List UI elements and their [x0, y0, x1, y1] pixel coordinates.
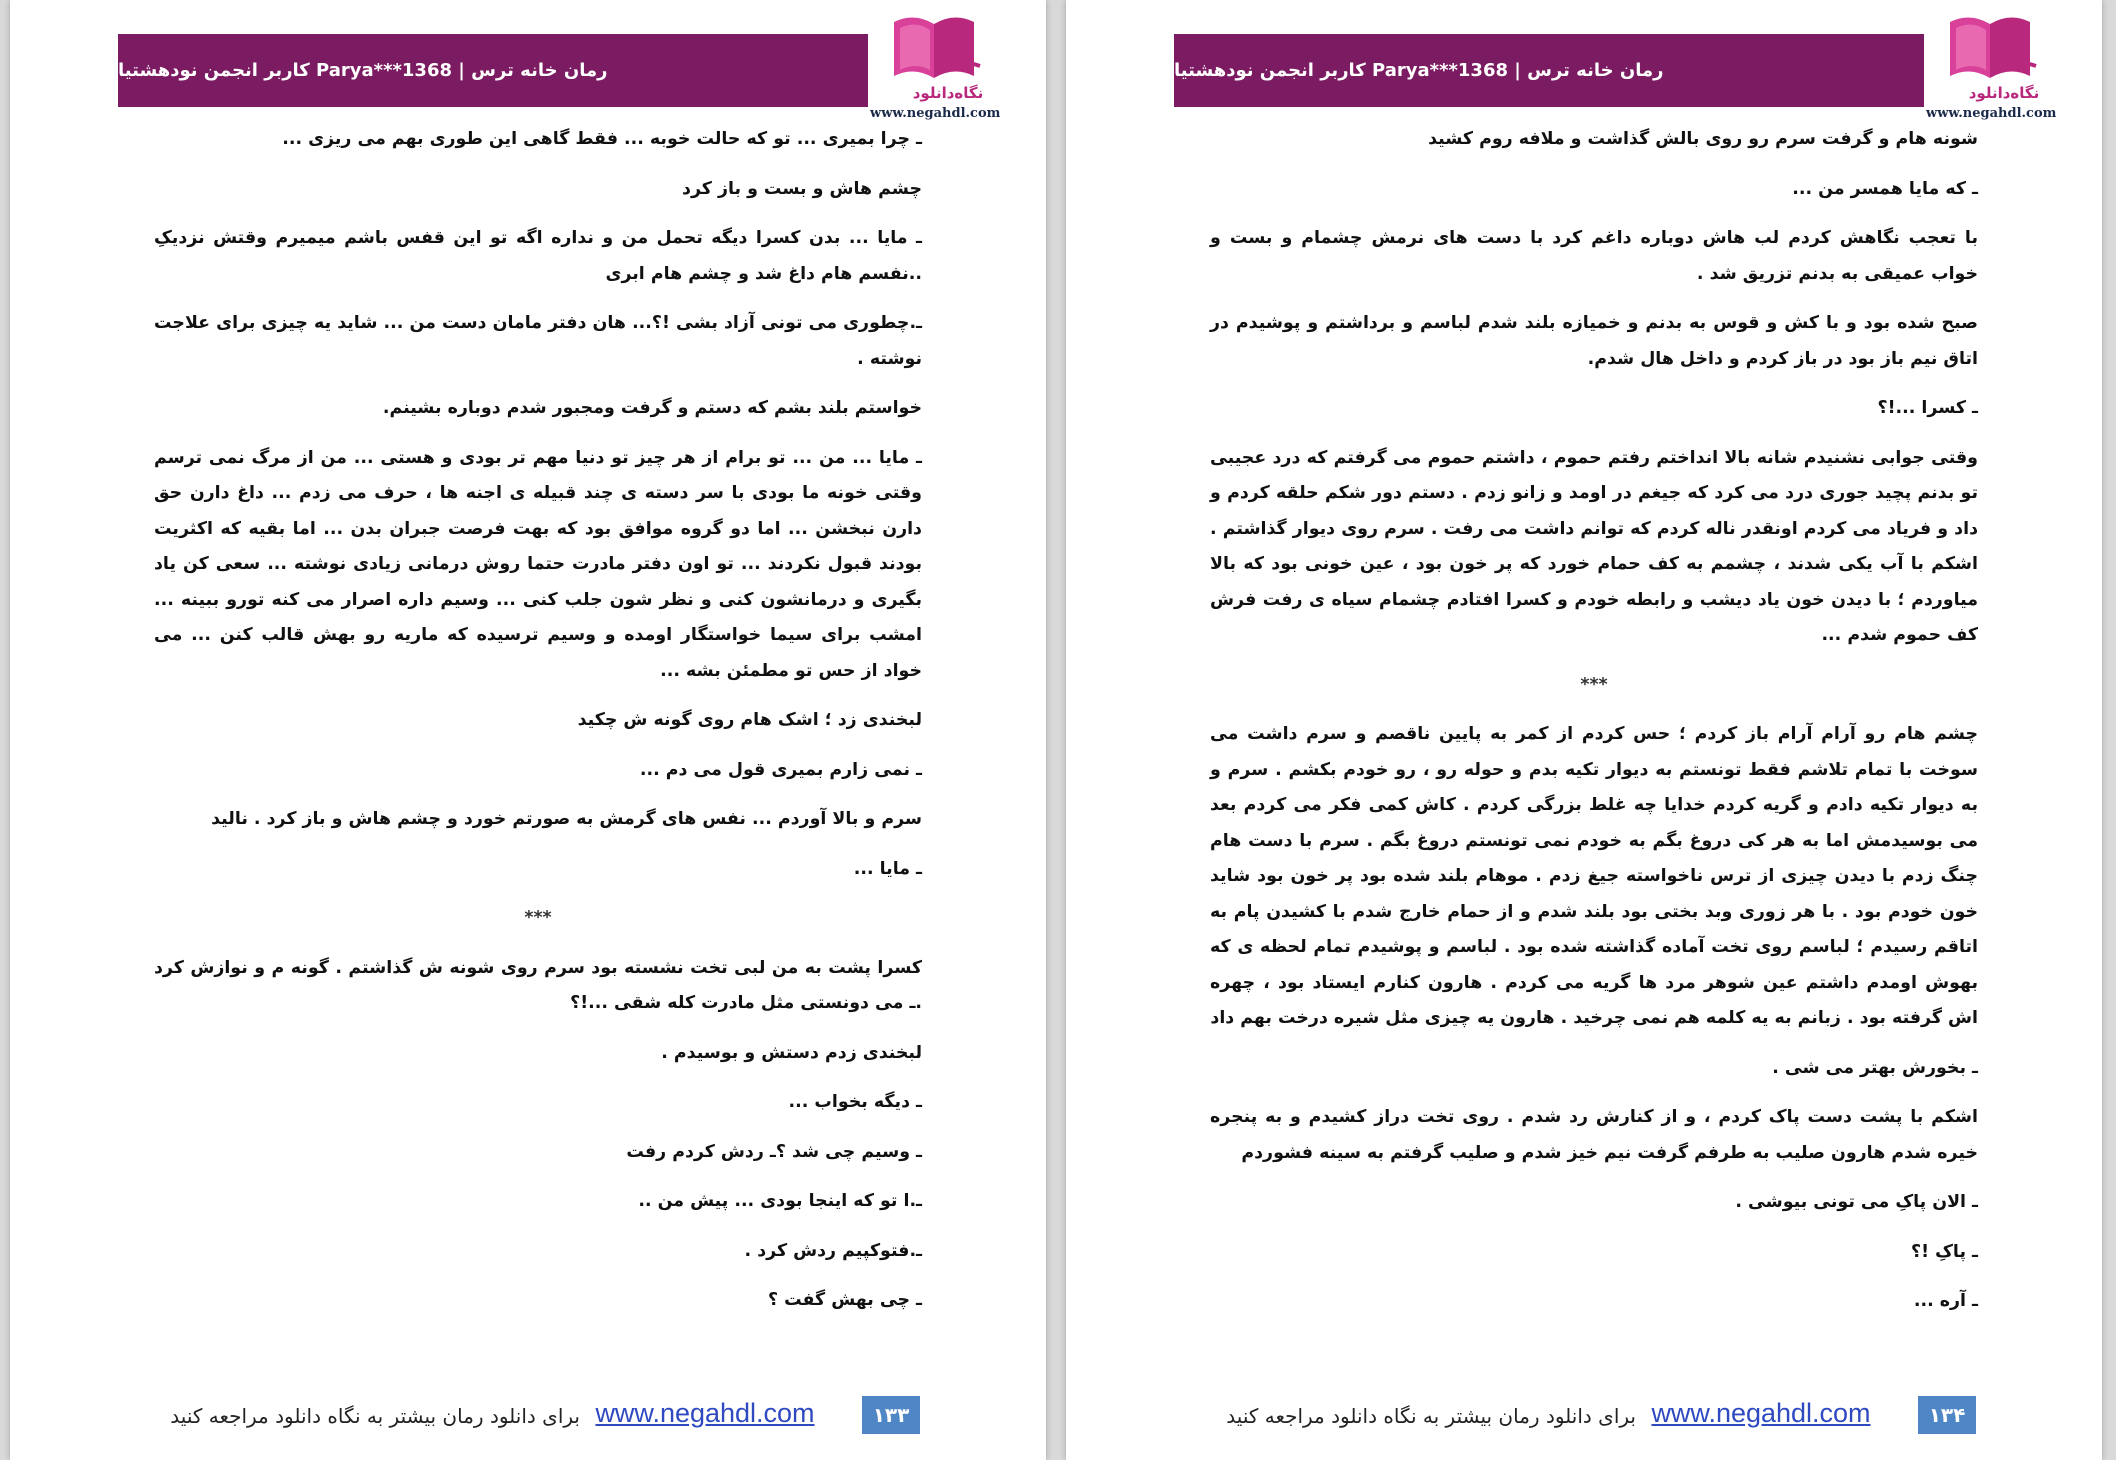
- paragraph: ـ وسیم چی شد ؟ـ ردش کردم رفت: [626, 1141, 922, 1162]
- paragraph: ـ آره ...: [1913, 1291, 1978, 1311]
- paragraph: ـ الان پاکِ می تونی بیوشی .: [1735, 1192, 1978, 1212]
- paragraph: ـ دیگه بخواب ...: [788, 1092, 922, 1112]
- page-number-badge: ۱۳۳: [862, 1396, 920, 1434]
- header-title: رمان خانه ترس | Parya***1368 کاربر انجمن نودهشتیا: [118, 60, 608, 81]
- paragraph: لبخندی زدم دستش و بوسیدم .: [661, 1042, 922, 1063]
- page-body: [1210, 122, 1978, 1334]
- paragraph: ـ که مایا همسر من ...: [1792, 178, 1978, 199]
- paragraph: اشکم با پشت دست پاک کردم ، و از کنارش رد شدم . روی تخت دراز کشیدم و به پنجره خیره شدم هارون صلیب به طرفم گرفت نیم خیز شدم و صلیب گرفتم به سینه فشوردم: [1210, 1107, 1978, 1163]
- paragraph: با تعجب نگاهش کردم لب هاش دوباره داغم کرد با دست های نرمش چشمام و بست و خواب عمیقی به بدنم تزریق شد .: [1210, 228, 1978, 284]
- paragraph: ـ.ا تو که اینجا بودی ... پیش من ..: [638, 1191, 922, 1211]
- paragraph: صبح شده بود و با کش و قوس به بدنم و خمیازه بلند شدم لباسم و برداشتم و پوشیدم در اتاق نیم باز بود در باز کردم و داخل هال شدم.: [1210, 313, 1978, 369]
- page-body: [154, 122, 922, 1333]
- book-logo-icon: [884, 8, 984, 88]
- paragraph: ـ مایا ... من ... تو برام از هر چیز تو دنیا مهم تر بودی و هستی ... من از مرگ نمی ترسم وقتی خونه ما بودی با سر دسته ی چند قبیله ی اجنه ها ، حرف می زدم ... داغ دارن حق دارن نبخشن ... اما دو گروه موافق بود که بهت فرصت جبران بدن ... اما بقیه که اکثریت بودند قبول نکردند ... تو اون دفتر مادرت حتما روش درمانی زیادی نوشته ... سعی کن یاد بگیری و درمانشون کنی و نظر شون جلب کنی ... وسیم داره اصرار می کنه تورو ببینه ... امشب برای سیما خواستگار اومده و وسیم ترسیده که ماریه رو بهش قالب کنن ... می خواد از حس تو مطمئن بشه ...: [154, 447, 922, 681]
- footer-note: برای دانلود رمان بیشتر به نگاه دانلود مراجعه کنید: [1226, 1404, 1636, 1428]
- logo-url[interactable]: www.negahdl.com: [1926, 106, 2057, 121]
- footer-site-link[interactable]: www.negahdl.com: [1651, 1398, 1871, 1428]
- paragraph: ـ پاکِ !؟: [1911, 1241, 1978, 1262]
- paragraph: ـ.چطوری می تونی آزاد بشی !؟... هان دفتر مامان دست من ... شاید یه چیزی برای علاجت نوشته .: [154, 313, 922, 369]
- book-logo-icon: [1940, 8, 2040, 88]
- document-page-right: [1066, 0, 2102, 1460]
- paragraph: سرم و بالا آوردم ... نفس های گرمش به صورتم خورد و چشم هاش و باز کرد . نالید: [211, 809, 922, 829]
- paragraph: ـ چرا بمیری ... تو که حالت خوبه ... فقط گاهی این طوری بهم می ریزی ...: [282, 129, 922, 149]
- paragraph: ـ چی بهش گفت ؟: [767, 1290, 922, 1310]
- logo-text: نگاه‌دانلود: [1968, 84, 2040, 102]
- paragraph: ـ نمی زارم بمیری قول می دم ...: [639, 759, 922, 780]
- paragraph: لبخندی زد ؛ اشک هام روی گونه ش چکید: [577, 710, 922, 730]
- page-number-badge: ۱۳۴: [1918, 1396, 1976, 1434]
- page-header: [1174, 34, 1924, 107]
- site-logo[interactable]: [870, 8, 1000, 128]
- paragraph: وقتی جوابی نشنیدم شانه بالا انداختم رفتم حموم ، داشتم حموم می گرفتم که درد عجیبی تو بدنم پچید جوری درد می کرد که جیغم در اومد و زانو زدم . دستم دور شکم حلقه کردم و داد و فریاد می کردم اونقدر ناله کردم که توانم داشت می رفت . سرم روی دیوار گذاشتم . اشکم با آب یکی شدند ، چشمم به کف حمام خورد که پر خون بود ، عین خونی بود که بالا میاوردم ؛ با دیدن خون یاد دیشب و رابطه خودم و کسرا افتادم چشمام سیاه ی رفت فرش کف حموم شدم ...: [1210, 447, 1978, 645]
- site-logo[interactable]: [1926, 8, 2056, 128]
- section-separator: ***: [524, 908, 552, 928]
- section-separator: ***: [1580, 674, 1608, 695]
- page-header: [118, 34, 868, 107]
- logo-text: نگاه‌دانلود: [912, 84, 984, 102]
- footer-note: برای دانلود رمان بیشتر به نگاه دانلود مراجعه کنید: [170, 1404, 580, 1428]
- paragraph: ـ مایا ... بدن کسرا دیگه تحمل من و نداره اگه تو این قفس باشم میمیرم وقتش نزدیکِ ..نفسم هام داغ شد و چشم هام ابری: [154, 228, 922, 284]
- logo-url[interactable]: www.negahdl.com: [870, 106, 1001, 121]
- paragraph: چشم هاش و بست و باز کرد: [682, 178, 922, 199]
- paragraph: ـ کسرا ...!؟: [1877, 398, 1978, 418]
- paragraph: کسرا پشت به من لبی تخت نشسته بود سرم روی شونه ش گذاشتم . گونه م و نوازش کرد .ـ می دونستی مثل مادرت کله شقی ...!؟: [154, 957, 922, 1013]
- document-page-left: [10, 0, 1046, 1460]
- paragraph: ـ مایا ...: [853, 858, 922, 879]
- header-title: رمان خانه ترس | Parya***1368 کاربر انجمن نودهشتیا: [1174, 60, 1664, 81]
- paragraph: خواستم بلند بشم که دستم و گرفت ومجبور شدم دوباره بشینم.: [382, 398, 922, 418]
- footer-site-link[interactable]: www.negahdl.com: [595, 1398, 815, 1428]
- paragraph: ـ.فتوکپیم ردش کرد .: [744, 1240, 922, 1261]
- paragraph: ـ بخورش بهتر می شی .: [1772, 1057, 1978, 1078]
- paragraph: شونه هام و گرفت سرم رو روی بالش گذاشت و ملافه روم کشید: [1428, 129, 1978, 149]
- paragraph: چشم هام رو آرام آرام باز کردم ؛ حس کردم از کمر به پایین ناقصم و سرم داشت می سوخت با تمام تلاشم فقط تونستم به دیوار تکیه بدم و حوله رو ، رو خودم بکشم . سرم و به دیوار تکیه دادم و گریه کردم خدایا چه غلط بزرگی کردم . کاش کمی فکر می کردم بعد می بوسیدمش اما به هر کی دروغ بگم به خودم نمی تونستم دروغ بگم . سرم با دست هام چنگ زدم با دیدن چیزی از ترس ناخواسته جیغ زدم . موهام بلند شده بود پر خون بود شاید خون خودم بود . با هر زوری وبد بختی بود بلند شدم و از حمام خارج شدم با کشیدن پام به اتاقم رسیدم ؛ لباسم روی تخت آماده گذاشته شده بود . لباسم و پوشیدم تمام لحظه ی که بهوش اومدم داشتم عین شوهر مرد ها گریه می کردم . هارون کنارم ایستاد بود ، چهره اش گرفته بود . زبانم به یه کلمه هم نمی چرخید . هارون یه چیزی مثل شیره درخت بهم داد: [1210, 724, 1978, 1028]
